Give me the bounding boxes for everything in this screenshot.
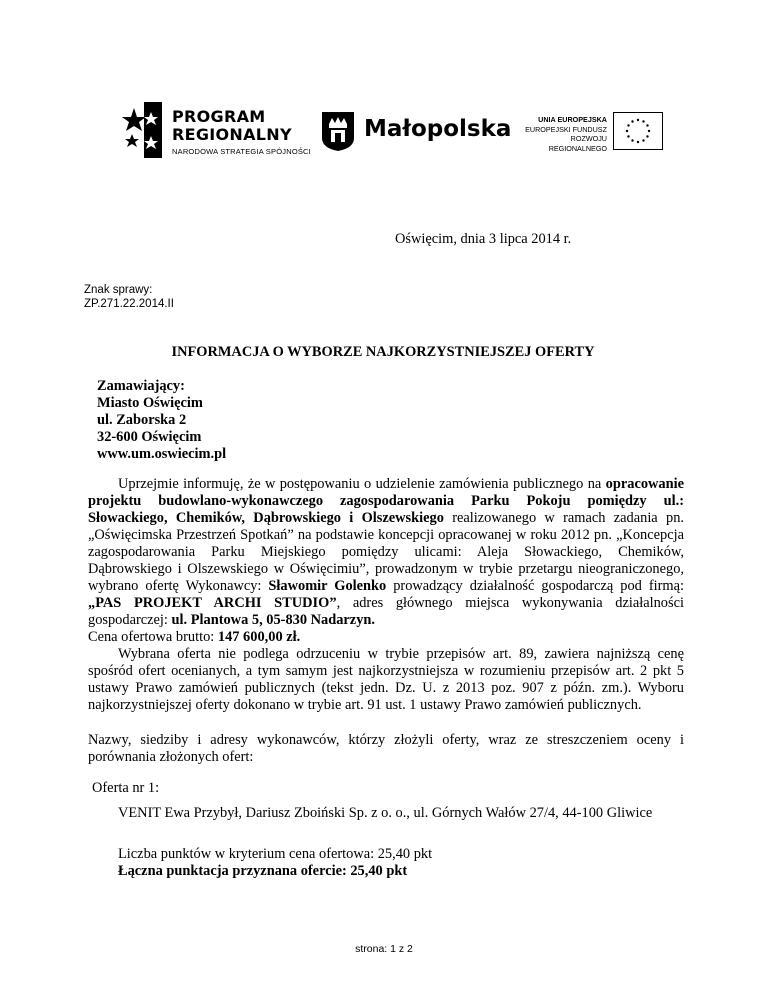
malopolska-logo bbox=[320, 110, 512, 152]
program-label: PROGRAM bbox=[172, 107, 266, 126]
malopolska-name: Małopolska bbox=[364, 116, 512, 142]
case-ref-value: ZP.271.22.2014.II bbox=[84, 298, 174, 310]
contracting-name: Miasto Oświęcim bbox=[97, 395, 203, 411]
offer-1-total: Łączna punktacja przyznana ofercie: 25,40 pkt bbox=[118, 863, 408, 879]
eu-regional-label: ROZWOJU REGIONALNEGO bbox=[548, 134, 607, 153]
contractor-name: Sławomir Golenko bbox=[268, 578, 387, 594]
eu-logo bbox=[515, 112, 665, 152]
contracting-label: Zamawiający: bbox=[97, 378, 185, 394]
contracting-city: 32-600 Oświęcim bbox=[97, 429, 202, 445]
selection-paragraph bbox=[88, 476, 684, 714]
offer-1-company: VENIT Ewa Przybył, Dariusz Zboiński Sp. z o. o., ul. Górnych Wałów 27/4, 44-100 Gliwice bbox=[118, 805, 653, 821]
program-regionalny-logo bbox=[118, 98, 311, 162]
case-ref bbox=[84, 283, 174, 311]
page-title: INFORMACJA O WYBORZE NAJKORZYSTNIEJSZEJ OFERTY bbox=[171, 344, 595, 360]
strategy-label: NARODOWA STRATEGIA SPÓJNOŚCI bbox=[172, 147, 311, 156]
price-label: Cena ofertowa brutto: bbox=[88, 629, 218, 645]
date-line: Oświęcim, dnia 3 lipca 2014 r. bbox=[395, 231, 572, 247]
eu-union-label: UNIA EUROPEJSKA bbox=[538, 115, 607, 124]
contracting-website: www.um.oswiecim.pl bbox=[97, 446, 227, 462]
p1-text-4: , adres głównego miejsca wykonywania działalności gospodarczej: bbox=[88, 595, 684, 628]
p1-text-1: Uprzejmie informuję, że w postępowaniu o udzielenie zamówienia publicznego na bbox=[118, 476, 606, 492]
contracting-authority bbox=[97, 378, 226, 463]
offer-1-points: Liczba punktów w kryterium cena ofertowa: 25,40 pkt bbox=[118, 846, 433, 862]
case-ref-label: Znak sprawy: bbox=[84, 284, 153, 296]
p1-text-2: realizowanego w ramach zadania pn. „Oświęcimska Przestrzeń Spotkań” na podstawie koncepcji opracowanej w roku 2012 pn. „Koncepcja zagospodarowania Parku Miejskiego pomiędzy ulicami: Aleja Słowackiego, Chemików, Dąbrowskiego i Olszewskiego w Oświęcimiu”, prowadzonym w trybie przetargu nieograniczonego, wybrano ofertę Wykonawcy: bbox=[88, 510, 684, 594]
eu-flag-icon bbox=[613, 112, 663, 150]
selection-text bbox=[88, 476, 684, 629]
contracting-street: ul. Zaborska 2 bbox=[97, 412, 187, 428]
p1-text-3: prowadzący działalność gospodarczą pod firmą: bbox=[386, 578, 684, 594]
eu-fund-label: EUROPEJSKI FUNDUSZ bbox=[525, 124, 607, 134]
page-footer: strona: 1 z 2 bbox=[355, 943, 413, 955]
program-regionalny-emblem-icon bbox=[118, 98, 166, 162]
malopolska-crest-icon bbox=[320, 110, 356, 152]
offers-intro: Nazwy, siedziby i adresy wykonawców, którzy złożyli oferty, wraz ze streszczeniem oceny i porównania złożonych ofert: bbox=[88, 732, 684, 765]
offer-1-label: Oferta nr 1: bbox=[92, 780, 160, 796]
price-value: 147 600,00 zł. bbox=[217, 629, 301, 645]
regionalny-label: REGIONALNY bbox=[172, 125, 292, 144]
company-address: ul. Plantowa 5, 05-830 Nadarzyn. bbox=[171, 612, 375, 628]
company-name: „PAS PROJEKT ARCHI STUDIO” bbox=[88, 595, 337, 611]
justification-paragraph: Wybrana oferta nie podlega odrzuceniu w trybie przepisów art. 89, zawiera najniższą cenę spośród ofert ocenianych, a tym samym jest najkorzystniejsza w rozumieniu przepisów art. 2 pkt 5 ustawy Prawo zamówień publicznych (tekst jedn. Dz. U. z 2013 poz. 907 z późn. zm.). Wyboru najkorzystniejszej oferty dokonano w trybie art. 91 ust. 1 ustawy Prawo zamówień publicznych. bbox=[88, 646, 684, 713]
project-name: opracowanie projektu budowlano-wykonawczego zagospodarowania Parku Pokoju pomiędzy ul.: Słowackiego, Chemików, Dąbrowskiego i Olszewskiego bbox=[88, 476, 684, 526]
price-line bbox=[88, 629, 684, 646]
